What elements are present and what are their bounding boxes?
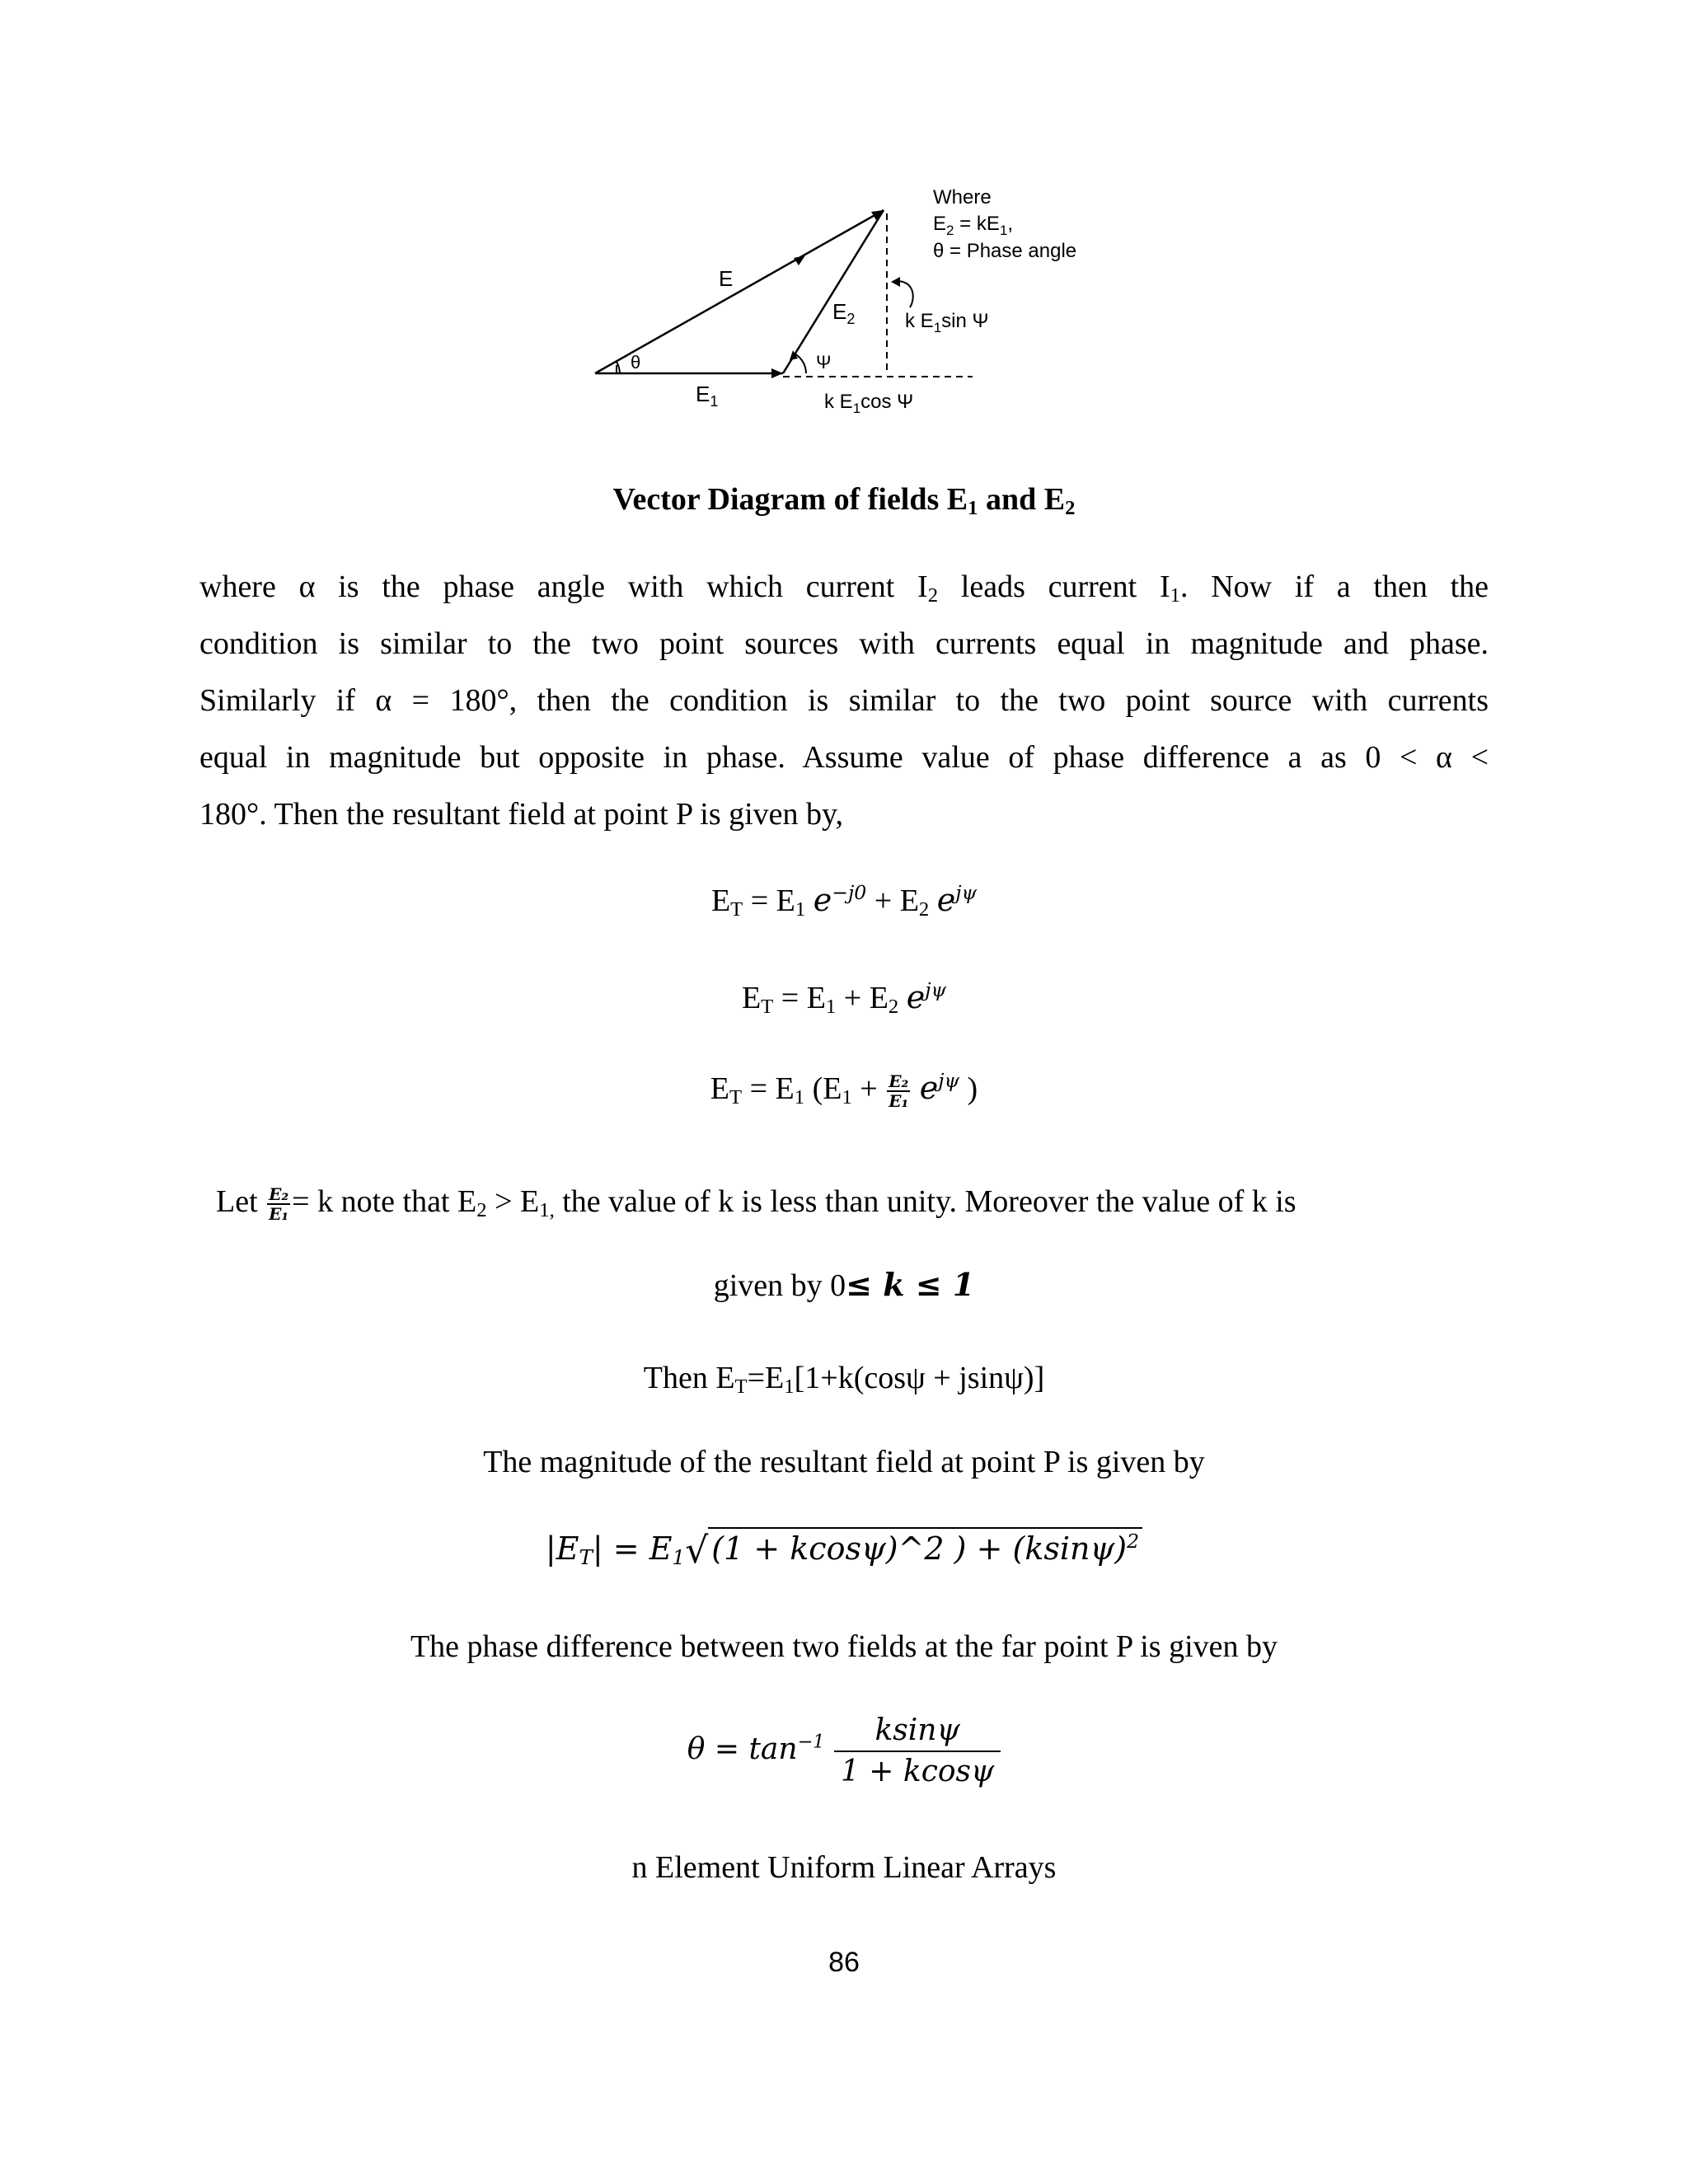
paragraph-line: 180°. Then the resultant field at point P is given by, [199, 797, 844, 832]
equation-1: $E_T = E_1$ $e^{-j0} + E_2$ $e^{j\psi}$ [710, 880, 978, 921]
body-paragraph [199, 559, 1489, 843]
label-ksin: k $E_1\sin$ Ψ [905, 310, 989, 335]
label-theta-definition: θ = Phase angle [933, 240, 1077, 262]
section-heading: n Element Uniform Linear Arrays [631, 1850, 1057, 1885]
fraction-e2-over-e1: $\frac{\text{E₂}}{\text{E₁}}$ [269, 1184, 289, 1225]
label-where: Where [933, 186, 992, 209]
let-line: Let $\frac{\text{E₂}}{\text{E₁}}$ = k note that $E_2 > E_{1,}$ the value of k is less than unity. Moreover the value of k is [216, 1184, 1296, 1225]
vector-diagram-svg [577, 177, 1121, 424]
label-e: E [719, 266, 734, 291]
phase-fraction: $\frac{ksin\psi}{1 + kcos\psi}$ [834, 1711, 1001, 1792]
magnitude-equation: $|E_T| = E_1√$ (1 + kcosψ)^2 ) + $(ksin\psi)^2$ [0, 1530, 1688, 1572]
label-psi: Ψ [816, 352, 832, 373]
figure-caption: Vector Diagram of fields $E_1$ and $E_2$ [612, 482, 1076, 520]
label-e2-definition: $E_2 = kE_1$, [933, 213, 1013, 238]
label-kcos: k $E_1\cos$ Ψ [824, 391, 914, 416]
square-root: √ (1 + kcosψ)^2 ) + $(ksin\psi)^2$ [685, 1530, 1142, 1572]
equation-2: $E_T = E_1 + E_2$ $e^{j\psi}$ [741, 977, 947, 1019]
phase-difference-text: The phase difference between two fields at the far point P is given by [410, 1629, 1278, 1664]
label-e2: $E_2$ [832, 299, 856, 327]
paragraph-line: equal in magnitude but opposite in phase. Assume value of phase difference a as 0 < α < [199, 740, 1489, 775]
label-theta: θ [631, 352, 641, 373]
equation-3: $E_T = E_1$ ($E_1$ + $\frac{\text{E₂}}{\text{E₁}}$ $e^{j\psi}$ ) [710, 1068, 978, 1112]
vector-e1-arrowhead [771, 368, 783, 378]
page-number: 86 [828, 1947, 860, 1978]
paragraph-line: where α is the phase angle with which current $I_2$ leads current $I_1$. Now if a then the [199, 569, 1489, 607]
angle-curved-arrow [893, 281, 913, 307]
paragraph-line: Similarly if α = 180°, then the condition is similar to the two point source with currents [199, 683, 1489, 718]
angle-curved-arrowhead [891, 277, 900, 287]
vector-e [595, 210, 884, 373]
phase-equation: $\theta = \tan^{-1}$ $\frac{ksin\psi}{1 + kcos\psi}$ [0, 1711, 1688, 1792]
vector-e2 [783, 210, 884, 373]
resultant-field-equation: Then $E_T=E_1[1+k(\cos\psi + jsin\psi)]$ [643, 1361, 1045, 1399]
vector-diagram [577, 177, 1121, 424]
k-range-line: given by 0≤ k ≤ 1 [713, 1266, 975, 1303]
vector-e-mid-arrow [794, 255, 805, 265]
label-e1: $E_1$ [696, 382, 719, 410]
magnitude-text: The magnitude of the resultant field at point P is given by [483, 1445, 1205, 1479]
paragraph-line: condition is similar to the two point sources with currents equal in magnitude and phase. [199, 626, 1489, 661]
fraction-e2-over-e1: $\frac{\text{E₂}}{\text{E₁}}$ [889, 1071, 909, 1112]
